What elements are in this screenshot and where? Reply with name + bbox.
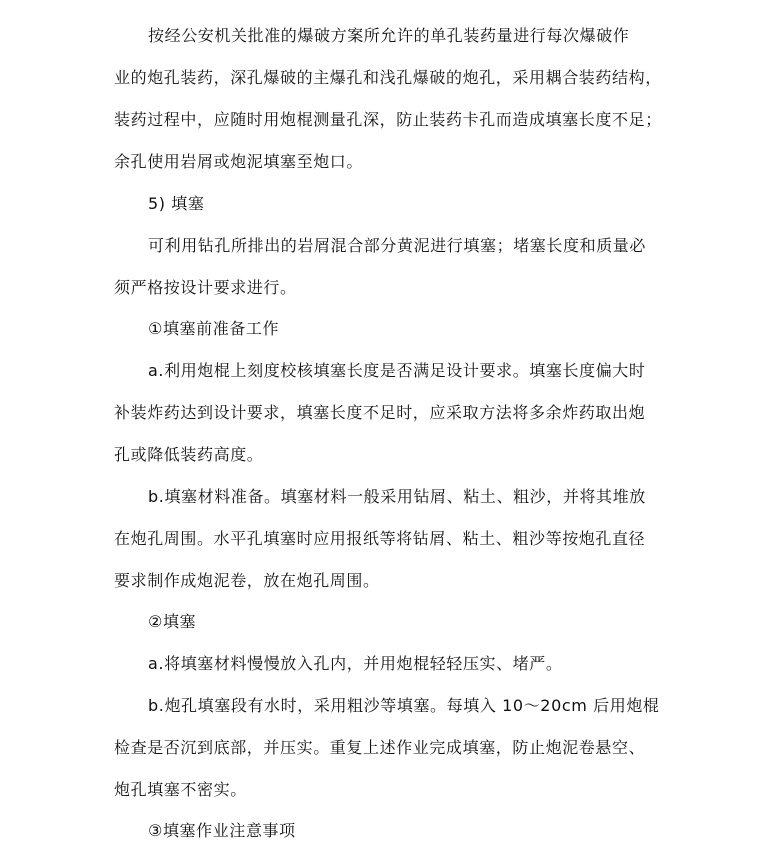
section-heading: 5) 填塞 bbox=[148, 194, 205, 213]
paragraph-line: 炮孔填塞不密实。 bbox=[114, 780, 247, 799]
paragraph-line: 在炮孔周围。水平孔填塞时应用报纸等将钻屑、粘土、粗沙等按炮孔直径 bbox=[114, 529, 646, 548]
paragraph-line: 须严格按设计要求进行。 bbox=[114, 278, 297, 297]
paragraph-line: 余孔使用岩屑或炮泥填塞至炮口。 bbox=[114, 152, 364, 171]
subsection-heading: ①填塞前准备工作 bbox=[148, 319, 280, 338]
paragraph-line: a.将填塞材料慢慢放入孔内，并用炮棍轻轻压实、堵严。 bbox=[148, 654, 563, 673]
subsection-heading: ③填塞作业注意事项 bbox=[148, 821, 296, 840]
paragraph-line: 检查是否沉到底部，并压实。重复上述作业完成填塞，防止炮泥卷悬空、 bbox=[114, 738, 646, 757]
paragraph-line: b.炮孔填塞段有水时，采用粗沙等填塞。每填入 10～20cm 后用炮棍 bbox=[148, 696, 660, 715]
paragraph-line: 孔或降低装药高度。 bbox=[114, 445, 264, 464]
paragraph-line: b.填塞材料准备。填塞材料一般采用钻屑、粘土、粗沙，并将其堆放 bbox=[148, 487, 646, 506]
subsection-heading: ②填塞 bbox=[148, 612, 197, 631]
paragraph-line: 补装炸药达到设计要求，填塞长度不足时，应采取方法将多余炸药取出炮 bbox=[114, 403, 646, 422]
paragraph-line: 可利用钻孔所排出的岩屑混合部分黄泥进行填塞；堵塞长度和质量必 bbox=[148, 236, 647, 255]
paragraph-line: 装药过程中，应随时用炮棍测量孔深，防止装药卡孔而造成填塞长度不足； bbox=[114, 110, 662, 129]
paragraph-line: 业的炮孔装药，深孔爆破的主爆孔和浅孔爆破的炮孔，采用耦合装药结构， bbox=[114, 68, 662, 87]
paragraph-line: 按经公安机关批准的爆破方案所允许的单孔装药量进行每次爆破作 bbox=[148, 26, 630, 45]
paragraph-line: a.利用炮棍上刻度校核填塞长度是否满足设计要求。填塞长度偏大时 bbox=[148, 361, 646, 380]
paragraph-line: 要求制作成炮泥卷，放在炮孔周围。 bbox=[114, 571, 380, 590]
